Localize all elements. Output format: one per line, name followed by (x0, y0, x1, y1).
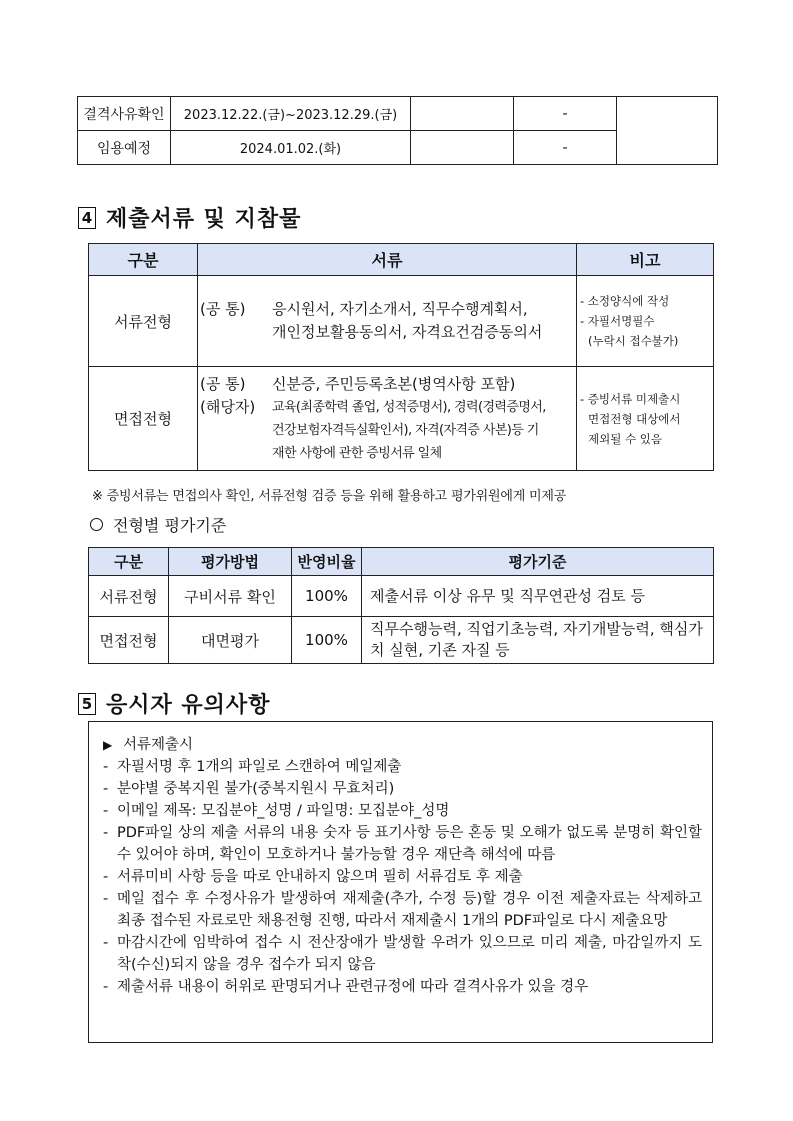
table-header-row (89, 244, 714, 276)
document-list (198, 367, 577, 471)
table-header-row (89, 548, 714, 576)
document-text: 건강보험자격득실확인서), 자격(자격증 사본)등 기 (272, 422, 539, 438)
documents-table (88, 243, 714, 471)
eval-ratio: 100% (292, 576, 362, 617)
schedule-label: 결격사유확인 (78, 97, 171, 131)
list-item-text: 분야별 중복지원 불가(중복지원시 무효처리) (117, 781, 395, 797)
column-header: 반영비율 (292, 548, 362, 576)
notice-heading (103, 734, 702, 756)
remark-line: - 자필서명필수 (580, 314, 655, 328)
eval-category: 서류전형 (89, 576, 169, 617)
remark-line: - 증빙서류 미제출시 (580, 391, 681, 406)
eval-category: 면접전형 (89, 617, 169, 664)
list-item: - 제출서류 내용이 허위로 판명되거나 관련규정에 따라 결격사유가 있을 경우 (103, 976, 702, 998)
document-line (200, 396, 572, 419)
document-prefix: (공 통) (200, 374, 246, 393)
list-item-text: 이메일 제목: 모집분야_성명 / 파일명: 모집분야_성명 (117, 803, 450, 819)
table-row (78, 97, 718, 131)
eval-criteria: 제출서류 이상 유무 및 직무연관성 검토 등 (362, 576, 714, 617)
remark-line: (누락시 접수불가) (588, 334, 679, 348)
section-title: 응시자 유의사항 (106, 693, 271, 718)
document-text: 개인정보활용동의서, 자격요건검증동의서 (272, 323, 543, 341)
eval-criteria: 직무수행능력, 직업기초능력, 자기개발능력, 핵심가치 실현, 기존 자질 등 (362, 617, 714, 664)
section-title: 제출서류 및 지참물 (106, 207, 302, 232)
document-line (200, 298, 572, 321)
table-row (89, 617, 714, 664)
eval-method: 대면평가 (169, 617, 292, 664)
schedule-period: 2023.12.22.(금)~2023.12.29.(금) (171, 97, 411, 131)
section4-heading (78, 202, 301, 233)
triangle-bullet-icon: ▶ (103, 738, 113, 752)
document-prefix: (공 통) (200, 300, 246, 318)
list-item: - 메일 접수 후 수정사유가 발생하여 재제출(추가, 수정 등)할 경우 이전 제출자료는 삭제하고 최종 접수된 자료로만 채용전형 진행, 따라서 재제출시 1개의 PDF파일로 다시 제출요망 (103, 888, 702, 932)
empty-cell (617, 97, 718, 165)
document-list (198, 276, 577, 367)
list-item-text: 자필서명 후 1개의 파일로 스캔하여 메일제출 (117, 759, 402, 775)
schedule-dash: - (514, 131, 617, 165)
list-item: - 분야별 중복지원 불가(중복지원시 무효처리) (103, 778, 702, 800)
schedule-period: 2024.01.02.(화) (171, 131, 411, 165)
list-item: - 이메일 제목: 모집분야_성명 / 파일명: 모집분야_성명 (103, 800, 702, 822)
notice-heading-text: 서류제출시 (123, 737, 194, 753)
list-item-text: 마감시간에 임박하여 접수 시 전산장애가 발생할 우려가 있으므로 미리 제출, 마감일까지 도착(수신)되지 않을 경우 접수가 되지 않음 (117, 935, 702, 973)
section-number: 5 (78, 693, 96, 715)
document-prefix: (해당자) (200, 397, 256, 416)
row-category: 서류전형 (89, 276, 198, 367)
column-header: 비고 (577, 244, 714, 276)
column-header: 구분 (89, 244, 198, 276)
section5-heading (78, 688, 270, 719)
sub-heading-text: 전형별 평가기준 (113, 516, 227, 535)
list-item-text: PDF파일 상의 제출 서류의 내용 숫자 등 표기사항 등은 혼동 및 오해가 없도록 분명히 확인할 수 있어야 하며, 확인이 모호하거나 불가능할 경우 재단측 해석에 따름 (117, 825, 702, 863)
document-line (200, 321, 572, 344)
list-item: - 마감시간에 임박하여 접수 시 전산장애가 발생할 우려가 있으므로 미리 제출, 마감일까지 도착(수신)되지 않을 경우 접수가 되지 않음 (103, 932, 702, 976)
remarks-cell (577, 276, 714, 367)
row-category: 면접전형 (89, 367, 198, 471)
remark-line: - 소정양식에 작성 (580, 294, 670, 308)
column-header: 평가기준 (362, 548, 714, 576)
document-line (200, 373, 572, 396)
empty-cell (411, 131, 514, 165)
list-item: - PDF파일 상의 제출 서류의 내용 숫자 등 표기사항 등은 혼동 및 오해가 없도록 분명히 확인할 수 있어야 하며, 확인이 모호하거나 불가능할 경우 재단측 해석에 따름 (103, 822, 702, 866)
list-item: - 자필서명 후 1개의 파일로 스캔하여 메일제출 (103, 756, 702, 778)
document-text: 교육(최종학력 졸업, 성적증명서), 경력(경력증명서, (272, 399, 546, 415)
notice-box (88, 721, 713, 1043)
eval-ratio: 100% (292, 617, 362, 664)
eval-method: 구비서류 확인 (169, 576, 292, 617)
document-text: 신분증, 주민등록초본(병역사항 포함) (272, 374, 516, 393)
evidence-note: ※ 증빙서류는 면접의사 확인, 서류전형 검증 등을 위해 활용하고 평가위원에게 미제공 (92, 489, 567, 504)
remark-line: 면접전형 대상에서 (588, 411, 681, 426)
table-row (89, 276, 714, 367)
column-header: 구분 (89, 548, 169, 576)
column-header: 서류 (198, 244, 577, 276)
document-text: 응시원서, 자기소개서, 직무수행계획서, (272, 300, 528, 318)
sub-heading (90, 513, 226, 536)
circle-bullet-icon (90, 518, 103, 531)
evaluation-table (88, 547, 714, 664)
schedule-label: 임용예정 (78, 131, 171, 165)
list-item-text: 메일 접수 후 수정사유가 발생하여 재제출(추가, 수정 등)할 경우 이전 제출자료는 삭제하고 최종 접수된 자료로만 채용전형 진행, 따라서 재제출시 1개의 PDF파일로 다시 제출요망 (117, 891, 702, 929)
document-text: 재한 사항에 관한 증빙서류 일체 (272, 445, 442, 461)
section-number: 4 (78, 207, 96, 229)
empty-cell (411, 97, 514, 131)
remarks-cell (577, 367, 714, 471)
column-header: 평가방법 (169, 548, 292, 576)
schedule-table (77, 96, 718, 165)
table-row (89, 576, 714, 617)
schedule-dash: - (514, 97, 617, 131)
table-row (89, 367, 714, 471)
list-item-text: 서류미비 사항 등을 따로 안내하지 않으며 필히 서류검토 후 제출 (117, 869, 523, 885)
list-item-text: 제출서류 내용이 허위로 판명되거나 관련규정에 따라 결격사유가 있을 경우 (117, 979, 589, 995)
document-prefix (200, 321, 272, 344)
list-item: - 서류미비 사항 등을 따로 안내하지 않으며 필히 서류검토 후 제출 (103, 866, 702, 888)
remark-line: 제외될 수 있음 (588, 431, 662, 446)
